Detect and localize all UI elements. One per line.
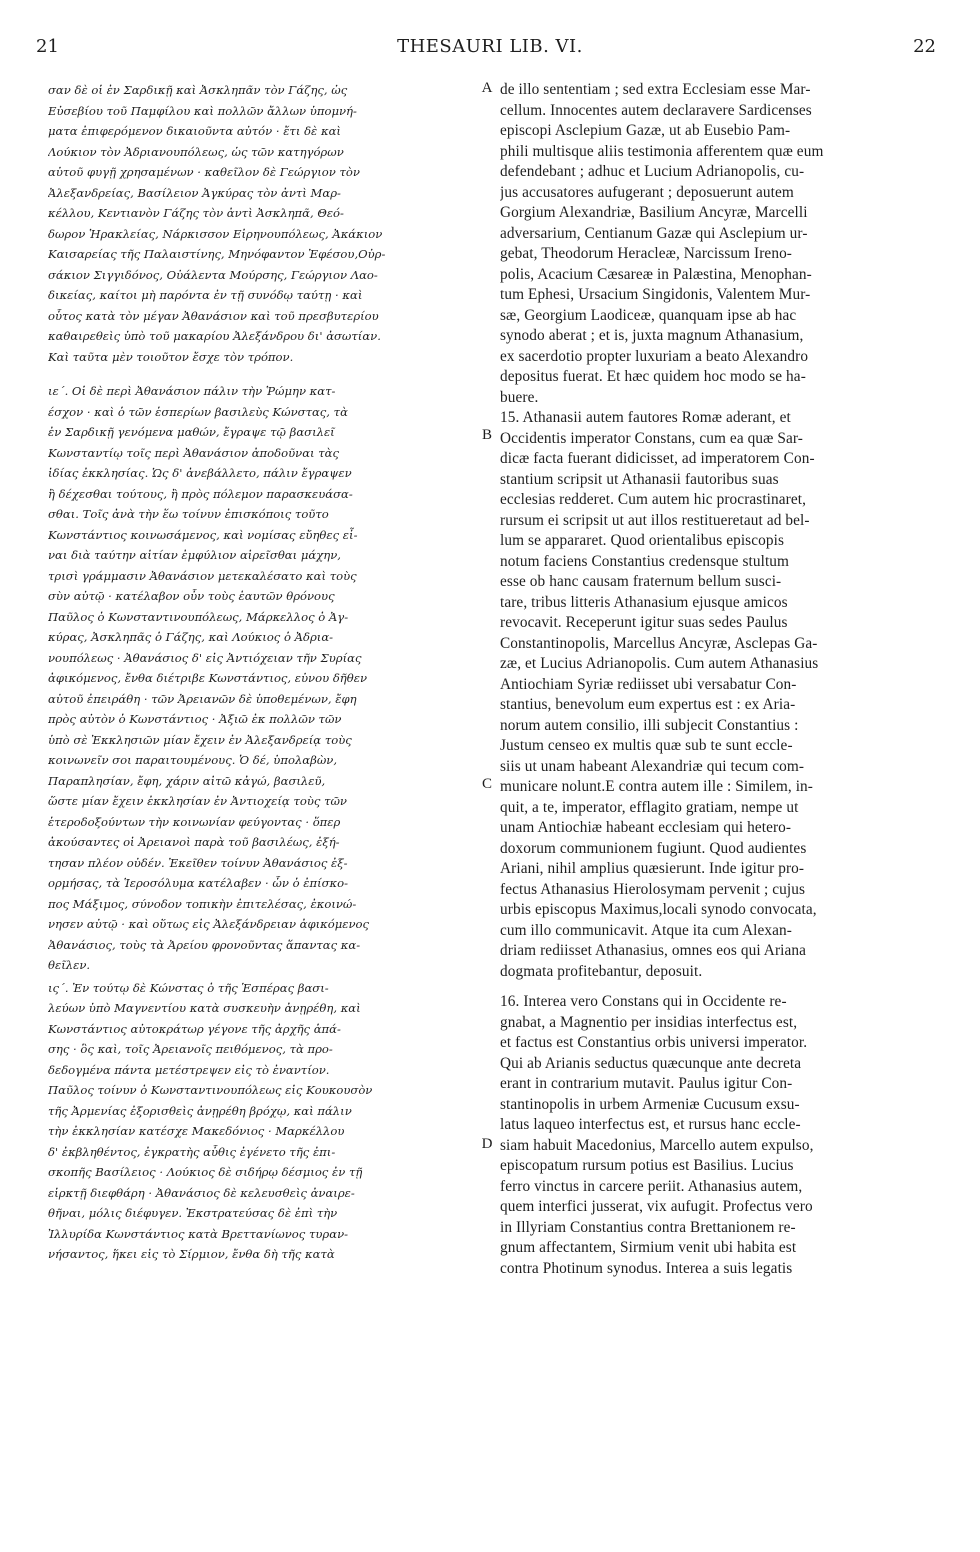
greek-paragraph-1 <box>48 80 476 367</box>
latin-text-line: episcopi Asclepium Gazæ, ut ab Eusebio Pam- <box>500 122 791 139</box>
greek-text-line: λεύων ὑπὸ Μαγνεντίου κατὰ συσκευὴν ἀνῃρέθη, καὶ <box>48 1001 361 1015</box>
section-marker-b: B <box>481 427 492 443</box>
greek-text-line: Κωνσταντίῳ τοῖς περὶ Ἀθανάσιον ἀποδοῦναι τὰς <box>48 445 339 460</box>
latin-text-line: episcopatum rursum potius est Basilius. Lucius <box>500 1157 794 1174</box>
greek-text-line: τῆς Ἀρμενίας ἐξορισθεὶς ἀνῃρέθη βρόχῳ, καὶ πάλιν <box>48 1103 352 1118</box>
greek-text-line: ναι διὰ ταύτην αἰτίαν ἐμφύλιον αἱρεῖσθαι μάχην, <box>48 548 341 562</box>
greek-text-line: κοινωνεῖν σοι παραιτουμένους. Ὁ δέ, ὑπολαβὼν, <box>48 753 338 767</box>
greek-text-line: σκοπῆς Βασίλειος · Λούκιος δὲ σιδήρῳ δέσμιος ἐν τῇ <box>48 1165 363 1179</box>
latin-text-line: ferro vinctus in carcere periit. Athanasius autem, <box>500 1177 803 1195</box>
latin-text-line: rursum ei scripsit ut aut illos restitueretaut ad bel- <box>500 511 810 529</box>
greek-text-line: κύρας, Ἀσκληπᾶς ὁ Γάζης, καὶ Λούκιος ὁ Ἀδρια- <box>48 630 334 644</box>
latin-text-line: contra Photinum synodus. Interea a suis legatis <box>500 1259 793 1277</box>
latin-text-line: buere. <box>500 388 539 406</box>
greek-text-line: δικείας, καίτοι μὴ παρόντα ἐν τῇ συνόδῳ ταύτῃ · καὶ <box>48 288 363 302</box>
latin-text-line: gnum affectantem, Sirmium venit ubi habita est <box>500 1239 797 1256</box>
latin-text-line: cellum. Innocentes autem declaravere Sardicenses <box>500 101 812 119</box>
greek-text-line: Κωνστάντιος αὐτοκράτωρ γέγονε τῆς ἀρχῆς ἁπά- <box>48 1021 341 1036</box>
latin-text-line: de illo sententiam ; sed extra Ecclesiam esse Mar- <box>500 81 811 98</box>
latin-text-line: latus laqueo interfectus est, et rursus hanc eccle- <box>500 1116 801 1133</box>
greek-text-line: σὺν αὐτῷ · κατέλαβον οὖν τοὺς ἑαυτῶν θρόνους <box>48 589 335 603</box>
latin-text-line: in Illyriam Constantius contra Brettanionem re- <box>500 1218 796 1236</box>
latin-text-line: doxorum communionem fugiunt. Quod audientes <box>500 839 807 857</box>
greek-text-line: ορμήσας, τὰ Ἱεροσόλυμα κατέλαβεν · ὧν ὁ ἐπίσκο- <box>48 876 349 890</box>
greek-text-line: αὐτοῦ φυγῇ χρησαμένων · καθεῖλον δὲ Γεώργιον τὸν <box>48 165 360 179</box>
latin-text-line: depositus fuerat. Et hæc quidem hoc modo se ha- <box>500 368 806 385</box>
greek-text-line: θεῖλεν. <box>48 958 91 972</box>
greek-text-line: Καισαρείας τῆς Παλαιστίνης, Μηνόφαντον Ἐφέσου,Οὐρ- <box>48 247 386 261</box>
greek-text-line: έσχον · καὶ ὁ τῶν ἑσπερίων βασιλεὺς Κώνστας, τὰ <box>48 404 348 419</box>
latin-text-line: Constantinopolis, Marcellus Ancyræ, Asclepas Ga- <box>500 634 818 652</box>
greek-text-line: σης · ὃς καὶ, τοῖς Ἀρειανοῖς πειθόμενος, τὰ προ- <box>48 1042 333 1056</box>
latin-text-line: siam habuit Macedonius, Marcello autem expulso, <box>500 1136 814 1154</box>
greek-text-line: σαν δὲ οἱ ἐν Σαρδικῇ καὶ Ἀσκληπᾶν τὸν Γάζης, ὡς <box>48 83 348 97</box>
greek-text-line: θῆναι, μόλις διέφυγεν. Ἐκστρατεύσας δὲ ἐπὶ τὴν <box>48 1206 338 1220</box>
greek-text-line: νουπόλεως · Ἀθανάσιος δ' εἰς Ἀντιόχειαν τῆν Συρίας <box>48 650 362 665</box>
greek-text-line: Ἀθανάσιος, τοὺς τὰ Ἀρείου φρονοῦντας ἅπαντας κα- <box>48 937 361 952</box>
greek-text-line: δ' ἐκβληθέντος, ἐγκρατὴς αὖθις ἐγένετο τῆς ἐπι- <box>48 1144 336 1159</box>
latin-paragraph-3 <box>500 992 932 1279</box>
latin-text-line: erant in contrarium mutavit. Paulus igitur Con- <box>500 1075 793 1092</box>
latin-text-line: 15. Athanasii autem fautores Romæ aderant, et <box>500 409 791 426</box>
latin-text-line: ecclesias redderet. Cum autem hic procrastinaret, <box>500 491 807 508</box>
latin-text-line: stantius, benevolum eum expertus est : ex Aria- <box>500 696 796 713</box>
latin-text-line: tare, tribus litteris Athanasium ejusque amicos <box>500 593 788 611</box>
greek-text-line: ἰδίας ἐκκλησίας. Ὡς δ' ἀνεβάλλετο, πάλιν ἔγραψεν <box>48 466 352 480</box>
latin-text-line: fectus Athanasius Hierolosymam pervenit ; cujus <box>500 880 806 898</box>
latin-text-line: Justum censeo ex multis quæ sub te sunt eccle- <box>500 737 793 754</box>
greek-paragraph-2 <box>48 381 476 976</box>
greek-text-line: ἀφικόμενος, ἔνθα διέτριβε Κωνστάντιος, εὐνου δῆθεν <box>48 671 367 685</box>
latin-text-line: stantinopolis in urbem Armeniæ Cucusum exsu- <box>500 1095 800 1113</box>
latin-text-line: stantium scripsit ut Athanasii fautoribus suas <box>500 470 779 488</box>
greek-text-line: καθαιρεθεὶς ὑπὸ τοῦ μακαρίου Ἀλεξάνδρου δι' ἀσωτίαν. <box>48 329 381 343</box>
latin-text-line: phili multisque aliis testimonia afferentem quæ eum <box>500 142 824 160</box>
latin-text-line: unam Antiochiæ habeant ecclesiam qui hetero- <box>500 819 792 836</box>
latin-text-line: defendebant ; adhuc et Lucium Adrianopolis, cu- <box>500 163 805 180</box>
latin-text-line: driam rediisset Athanasius, omnes eos qui Ariana <box>500 942 807 959</box>
greek-text-line: σάκιον Σιγγιδόνος, Οὐάλεντα Μούρσης, Γεώργιον Λαο- <box>48 267 378 282</box>
greek-text-line: ὑπὸ σὲ Ἐκκλησιῶν μίαν ἔχειν ἐν Ἀλεξανδρείᾳ τοὺς <box>48 732 352 747</box>
latin-paragraph-1 <box>500 80 932 408</box>
section-marker-a: A <box>481 80 493 96</box>
latin-text-line: gebat, Theodorum Heracleæ, Narcissum Ireno- <box>500 245 793 262</box>
latin-text-line: gnabat, a Magnentio per insidias interfectus est, <box>500 1013 798 1031</box>
latin-text-line: ex sacerdotio propter luxuriam a beato Alexandro <box>500 347 809 365</box>
greek-text-line: Ἰλλυρίδα Κωνστάντιος κατὰ Βρεττανίωνος τυραν- <box>48 1226 349 1241</box>
latin-text-line: norum autem consilio, illi subjecit Constantius : <box>500 716 799 734</box>
running-title: THESAURI LIB. VI. <box>397 36 583 57</box>
latin-text-line: dogmata profitebantur, deposuit. <box>500 962 703 980</box>
latin-text-line: Gorgium Alexandriæ, Basilium Ancyræ, Marcelli <box>500 204 808 221</box>
latin-text-line: 16. Interea vero Constans qui in Occidente re- <box>500 993 787 1010</box>
greek-text-line: ματα ἐπιφερόμενον δικαιοῦντα αὐτόν · ἔτι δὲ καὶ <box>48 124 341 138</box>
latin-text-line: synodo aberat ; et is, juxta magnum Athanasium, <box>500 327 804 344</box>
greek-column <box>48 80 476 1265</box>
greek-text-line: οὗτος κατὰ τὸν μέγαν Ἀθανάσιον καὶ τοῦ πρεσβυτερίου <box>48 308 379 323</box>
latin-text-line: Qui ab Arianis seductus quæcunque ante decreta <box>500 1054 802 1072</box>
latin-text-line: quit, a te, imperator, efflagito gratiam, nempe ut <box>500 798 799 816</box>
greek-text-line: δεδογμένα πάντα μετέστρεψεν εἰς τὸ ἐναντίον. <box>48 1062 330 1077</box>
running-header <box>0 36 980 62</box>
greek-text-line: Παῦλος τοίνυν ὁ Κωνσταντινουπόλεως εἰς Κουκουσὸν <box>48 1083 373 1097</box>
greek-text-line: σθαι. Τοῖς ἀνὰ τὴν ἕω τοίνυν ἐπισκόποις τοῦτο <box>48 507 329 521</box>
latin-text-line: sæ, Georgium Laodiceæ, quanquam ipse ab hac <box>500 306 797 324</box>
latin-text-line: zæ, et Lucius Adrianopolis. Cum autem Athanasius <box>500 655 819 672</box>
section-marker-c: C <box>481 776 492 792</box>
greek-text-line: ὥστε μίαν ἔχειν ἐκκλησίαν ἐν Ἀντιοχείᾳ τοὺς τῶν <box>48 794 347 808</box>
latin-text-line: dicæ facta fuerant didicisset, ad imperatorem Con- <box>500 450 815 467</box>
latin-text-line: municare nolunt.E contra autem ille : Similem, in- <box>500 778 813 795</box>
greek-text-line: ἢ δέχεσθαι τούτους, ἢ πρὸς πόλεμον παρασκευάσα- <box>48 486 353 501</box>
latin-text-line: notum faciens Constantius credensque stultum <box>500 552 790 570</box>
latin-text-line: cum illo communicavit. Atque ita cum Alexan- <box>500 921 793 939</box>
greek-text-line: Παῦλος ὁ Κωνσταντινουπόλεως, Μάρκελλος ὁ Ἀγ- <box>48 609 349 624</box>
latin-text-line: quem interfici jusserat, vix aufugit. Profectus vero <box>500 1198 813 1215</box>
latin-text-line: urbis episcopus Maximus,locali synodo convocata, <box>500 901 817 918</box>
greek-text-line: Εὐσεβίου τοῦ Παμφίλου καὶ πολλῶν ἄλλων ὑπομνή- <box>48 103 357 118</box>
latin-text-line: esse ob hanc causam fraternum bellum susci- <box>500 573 782 590</box>
latin-text-line: polis, Acacium Cæsareæ in Palæstina, Menophan- <box>500 265 812 283</box>
page-number-right: 22 <box>913 36 936 57</box>
greek-text-line: κέλλου, Κεντιανὸν Γάζης τὸν ἀντὶ Ἀσκληπᾶ, Θεό- <box>48 206 344 220</box>
greek-text-line: Παραπλησίαν, ἔφη, χάριν αἰτῶ κἀγώ, βασιλεῦ, <box>48 773 326 788</box>
latin-text-line: Antiochiam Syriæ rediisset ubi versabatur Con- <box>500 675 797 693</box>
greek-text-line: ιε΄. Οἱ δὲ περὶ Ἀθανάσιον πάλιν τὴν Ῥώμην κατ- <box>48 384 336 398</box>
latin-paragraph-2 <box>500 408 932 982</box>
greek-text-line: Ἀλεξανδρείας, Βασίλειον Ἀγκύρας τὸν ἀντὶ Μαρ- <box>48 185 341 200</box>
latin-text-line: et factus est Constantius orbis universi imperator. <box>500 1034 808 1051</box>
greek-paragraph-3 <box>48 978 476 1265</box>
greek-text-line: Λούκιον τὸν Ἀδριανουπόλεως, ὡς τῶν κατηγόρων <box>48 144 344 159</box>
latin-column <box>500 80 932 1279</box>
section-marker-d: D <box>481 1136 493 1152</box>
greek-text-line: ἑτεροδοξούντων τὴν κοινωνίαν φεύγοντας · ὅπερ <box>48 814 341 829</box>
greek-text-line: ις΄. Ἐν τούτῳ δὲ Κώνστας ὁ τῆς Ἑσπέρας βασι- <box>48 980 329 995</box>
greek-text-line: τησαν πλέον οὐδέν. Ἐκεῖθεν τοίνυν Ἀθανάσιος ἐξ- <box>48 855 348 870</box>
greek-text-line: Καὶ ταῦτα μὲν τοιοῦτον ἔσχε τὸν τρόπον. <box>48 349 294 364</box>
greek-text-line: ἐν Σαρδικῇ γενόμενα μαθών, ἔγραψε τῷ βασιλεῖ <box>48 425 335 439</box>
greek-text-line: αὐτοῦ ἐπειράθη · τῶν Ἀρειανῶν δὲ ὑποθεμένων, ἔφη <box>48 691 357 706</box>
greek-text-line: τρισὶ γράμμασιν Ἀθανάσιον μετεκαλέσατο καὶ τοὺς <box>48 568 357 583</box>
greek-text-line: εἱρκτῇ διεφθάρη · Ἀθανάσιος δὲ κελευσθεὶς ἀναιρε- <box>48 1185 355 1200</box>
latin-text-line: Occidentis imperator Constans, cum ea quæ Sar- <box>500 429 803 447</box>
greek-text-line: πρὸς αὐτὸν ὁ Κωνστάντιος · Ἀξιῶ ἐκ πολλῶν τῶν <box>48 712 342 726</box>
latin-text-line: tum Ephesi, Ursacium Singidonis, Valentem Mur- <box>500 286 811 303</box>
latin-text-line: lum se appararet. Quod orientalibus episcopis <box>500 532 785 549</box>
greek-text-line: νησεν αὐτῷ · καὶ οὕτως εἰς Ἀλεξάνδρειαν ἀφικόμενος <box>48 917 370 931</box>
greek-text-line: δωρον Ἡρακλείας, Νάρκισσον Εἰρηνουπόλεως, Ἀκάκιον <box>48 226 383 241</box>
latin-text-line: siis ut unam habeant Alexandriæ qui tecum com- <box>500 757 805 775</box>
greek-text-line: ἀκούσαντες οἱ Ἀρειανοὶ παρὰ τοῦ βασιλέως, ἐξή- <box>48 835 340 849</box>
greek-text-line: Κωνστάντιος κοινωσάμενος, καὶ νομίσας εὔηθες εἶ- <box>48 527 358 542</box>
latin-text-line: adversarium, Centianum Gazæ qui Asclepium ur- <box>500 224 808 242</box>
latin-text-line: revocavit. Receperunt igitur suas sedes Paulus <box>500 614 788 631</box>
greek-text-line: πος Μάξιμος, σύνοδον τοπικὴν ἐπιτελέσας, ἐκοινώ- <box>48 896 357 911</box>
greek-text-line: νήσαντος, ἥκει εἰς τὸ Σίρμιον, ἔνθα δὴ τῆς κατὰ <box>48 1247 335 1261</box>
latin-text-line: jus accusatores aufugerant ; deposuerunt autem <box>500 183 794 201</box>
page-number-left: 21 <box>36 36 59 57</box>
latin-text-line: Ariani, nihil amplius quæsierunt. Inde igitur pro- <box>500 860 805 877</box>
greek-text-line: τὴν ἐκκλησίαν κατέσχε Μακεδόνιος · Μαρκέλλου <box>48 1124 345 1138</box>
